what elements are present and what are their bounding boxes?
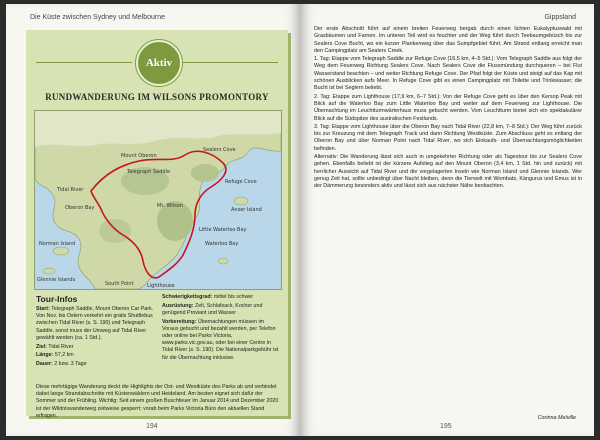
paragraph: 2. Tag: Etappe zum Lighthouse (17,9 km, 6–7 Std.): Von der Refuge Cove geht es über den Kersop Peak mit Blick auf die Waterloo Bay zum Little Waterloo Bay und weiter auf dem Feuerweg zur Lighthouse. Die Übernachtung im Leuchtturmwärterhaus muss gebucht werden. Vom Leuchtturm bietet sich ein spektakulärer Blick auf die Südspitze des australischen Festlands. xyxy=(314,93,582,122)
info-difficulty xyxy=(162,294,280,301)
map-label-7: Little Waterloo Bay xyxy=(199,227,247,233)
badge-label: Aktiv xyxy=(145,57,173,69)
info-label: Dauer: xyxy=(36,360,53,367)
info-text: 57,2 km xyxy=(54,352,74,359)
info-laenge xyxy=(36,352,154,359)
page-number-right: 195 xyxy=(440,423,452,430)
aktiv-box xyxy=(26,30,288,419)
info-label: Vorbereitung: xyxy=(162,318,197,325)
map-label-0: Mount Oberon xyxy=(121,153,157,159)
running-head-left: Die Küste zwischen Sydney und Melbourne xyxy=(30,14,166,21)
info-label: Ausrüstung: xyxy=(162,302,194,309)
paragraph: 1. Tag: Etappe vom Telegraph Saddle zur Refuge Cove (16,5 km, 4–5 Std.): Vom Telegraph Saddle aus folgt der Weg dem Feuerweg Richtung Sealers Cove. Nach Sealers Cove die Flussmündung durchqueren – bei Flut Wasserstand beachten – und weiter Richtung Refuge Cove. Der Pfad folgt der Küste und steigt auf das Kap mit schönen Ausblicken aufs Meer. In Refuge Cove gibt es einen Campingplatz mit Toilette und Trinkwasser; die Bucht ist bei Seglern beliebt. xyxy=(314,56,582,92)
info-preparation xyxy=(162,319,280,362)
badge-rule-left xyxy=(36,62,132,63)
tour-infos-title: Tour-Infos xyxy=(36,294,78,304)
map-label-1: Oberon Bay xyxy=(65,205,95,211)
intro-paragraph: Diese mehrtägige Wanderung deckt die Highlights der Ost- und Westküste des Parks ab und verbindet dabei lange Strandabschnitte mit Küstenwäldern und Heideland. Am besten eignet sich dafür der Sommer und der Frühling. Wichtig: Seit einem großen Buschfeuer im Januar 2014 und Dezember 2020 ist der Wildniswanderweg zeitweise gesperrt; vorab beim Parks Victoria Büro den aktuellen Stand erfragen. xyxy=(36,384,279,419)
map-label-10: South Point xyxy=(105,281,134,287)
tour-info-column-1 xyxy=(36,306,154,370)
badge-rule-right xyxy=(182,62,278,63)
info-text: Telegraph Saddle, Mount Oberon Car Park. Von Nov. bis Ostern verkehrt ein gratis Shuttlebus zwischen Tidal River (s. S. 190) und Telegraph Saddle, sonst muss der Umweg auf Tidal River gewählt werden (ca. 1 Std.). xyxy=(36,306,154,341)
route-map xyxy=(34,110,282,290)
paragraph: Alternativ: Die Wanderung lässt sich auch in umgekehrter Richtung oder als Tagestour bis zur Sealers Cove gehen. Ebenfalls beliebt ist der kürzere Aufstieg auf den Mount Oberon (3,4 km, 1 Std. hin und zurück) mit herrlicher Aussicht auf Tidal River und die vorgelagerten Inseln wie Norman Island und Glennie Islands. Wer genug Zeit hat, sollte unbedingt über Nacht bleiben, denn die Tierwelt mit Wombats, Kängurus und Emus ist in der Dämmerung besonders aktiv und lässt sich aus nächster Nähe beobachten. xyxy=(314,154,582,190)
map-label-3: Refuge Cove xyxy=(225,179,257,185)
info-text: Zelt, Schlafsack, Kocher und genügend Proviant und Wasser xyxy=(162,302,263,316)
aktiv-badge xyxy=(136,40,182,86)
body-text xyxy=(314,26,582,192)
map-label-11: Norman Island xyxy=(39,241,76,247)
info-start xyxy=(36,306,154,342)
right-page xyxy=(300,4,594,436)
author-signature: Corinna Melville xyxy=(537,415,576,421)
info-text: Übernachtungen müssen im Voraus gebucht und bezahlt werden, per Telefon oder online bei Parks Victoria, www.parks.vic.gov.au, oder bei einer Centre in Tidal River (s. S. 190). Die Nationalparkgebühr ist für die Übernachtung inklusive. xyxy=(162,318,279,361)
paragraph: Der erste Abschnitt führt auf einem breiten Feuerweg bergab durch einen lichten Eukalyptuswald mit Grasbäumen und Farnen. Im unteren Teil wird es feuchter und der Weg führt durch Teebaumgebüsch bis zur Sealers Cove Bucht, wo ein kurzer Plankenweg über das Sumpfgebiet führt. Am Strand entlang erreicht man den Campingplatz am Sealers Creek. xyxy=(314,26,582,54)
island-4 xyxy=(218,258,228,264)
info-label: Länge: xyxy=(36,352,54,359)
island-1 xyxy=(53,247,69,255)
map-label-2: Tidal River xyxy=(57,187,84,193)
island-2 xyxy=(43,268,55,274)
running-head-right: Gippsland xyxy=(544,14,576,21)
book-spread xyxy=(6,4,594,436)
island-3 xyxy=(234,197,248,205)
tour-info-column-2 xyxy=(162,294,280,363)
info-label: Schwierigkeitsgrad: xyxy=(162,294,213,300)
map-label-8: Waterloo Bay xyxy=(205,241,239,247)
info-text: Tidal River xyxy=(48,343,74,350)
map-label-12: Glennie Islands xyxy=(37,277,76,283)
map-svg xyxy=(35,111,281,289)
info-text: 2 bzw. 3 Tage xyxy=(54,360,87,367)
map-label-6: Mt. Wilson xyxy=(157,203,183,209)
map-label-13: Anser Island xyxy=(231,207,262,213)
hill-3 xyxy=(99,219,131,243)
map-label-9: Lighthouse xyxy=(147,283,175,289)
paragraph: 3. Tag: Etappe vom Lighthouse über die Oberon Bay nach Tidal River (22,8 km, 7–8 Std.): Der Weg führt zurück bis zur Kreuzung mit dem Telegraph Track und dann Richtung Westküste. Zum Abschluss geht es entlang der Oberon Bay und über Norman Point nach Tidal River, wo sich Einkaufs- und Übernachtungsmöglichkeiten befinden. xyxy=(314,123,582,152)
box-title: RUNDWANDERUNG IM WILSONS PROMONTORY xyxy=(45,92,269,102)
info-dauer xyxy=(36,361,154,368)
hill-4 xyxy=(191,164,219,182)
page-number-left: 194 xyxy=(146,423,158,430)
info-label: Ziel: xyxy=(36,343,47,350)
map-label-4: Sealers Cove xyxy=(203,147,236,153)
info-equipment xyxy=(162,303,280,317)
badge-row xyxy=(26,40,288,86)
map-label-5: Telegraph Saddle xyxy=(127,169,171,175)
info-text: mittel bis schwer xyxy=(213,294,253,300)
info-label: Start: xyxy=(36,306,50,312)
left-page xyxy=(6,4,300,436)
info-ziel xyxy=(36,344,154,351)
